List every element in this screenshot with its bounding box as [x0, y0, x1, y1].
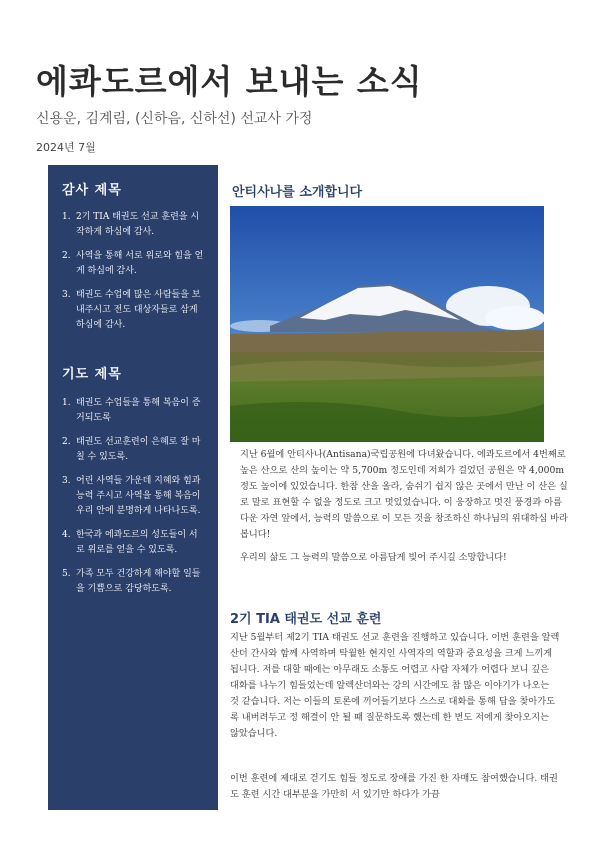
prayer-heading: 기도 제목 [62, 367, 122, 382]
tkd-training-title: 2기 TIA 태권도 선교 훈련 [230, 612, 382, 627]
tkd-training-paragraph-2: 이번 훈련에 제대로 걷기도 힘들 정도로 장애를 가진 한 자매도 참여했습니다. 태권도 훈련 시간 대부분을 가만히 서 있기만 하다가 가끔 [230, 773, 558, 800]
prayer-list [62, 396, 206, 597]
tkd-training-paragraph-1: 지난 5월부터 제2기 TIA 태권도 선교 훈련을 진행하고 있습니다. 이번 훈련을 알렉산더 간사와 함께 사역하며 탁월한 현지인 사역자의 역할과 중요성을 크게 느끼게 됩니다. 저를 대할 때에는 아무래도 소통도 어렵고 사람 자체가 어렵다 보니 깊은 대화를 나누기 힘들었는데 알렉산더와는 강의 시간에도 참 많은 이야기가 나오는 것 같습니다. 저는 이들의 토론에 끼어들기보다 스스로 대화를 통해 답을 찾아가도록 내버려두고 정 해결이 안 될 때 질문하도록 했는데 한 번도 저에게 찾아오지는 않았습니다. [230, 632, 560, 739]
prayer-item: 3. 어린 사역들 가운데 지혜와 힘과 능력 주시고 사역을 통해 복음이 우리 안에 분명하게 나타나도록. [62, 476, 201, 516]
prayer-item: 5. 가족 모두 건강하게 해야할 일들을 기쁨으로 감당하도록. [62, 569, 201, 594]
antisana-article-title: 안티사나를 소개합니다 [232, 185, 363, 200]
prayer-item: 1. 태권도 수업들을 통해 복음이 증거되도록 [62, 398, 201, 423]
thanks-item: 1. 2기 TIA 태권도 선교 훈련을 시작하게 하심에 감사. [62, 212, 200, 237]
newsletter-title: 에콰도르에서 보내는 소식 [36, 62, 423, 101]
newsletter-date: 2024년 7월 [36, 141, 96, 154]
antisana-paragraph-1: 지난 6월에 안티사나(Antisana)국립공원에 다녀왔습니다. 에콰도르에서 4번째로 높은 산으로 산의 높이는 약 5,700m 정도인데 저희가 걸었던 공원은 약 4,000m 정도 높이에 있었습니다. 한참 산을 올라, 숨쉬기 쉽지 않은 곳에서 만난 이 산은 실로 말로 표현할 수 없을 정도로 크고 멋있었습니다. 이 웅장하고 멋진 풍경과 아름다운 자연 앞에서, 능력의 말씀으로 이 모든 것을 창조하신 하나님의 위대하심 바라봅니다! [240, 449, 568, 540]
thanks-heading: 감사 제목 [62, 183, 122, 198]
snow-capped-mountain-photo [230, 206, 544, 442]
thanks-list [62, 210, 206, 333]
thanks-item: 2. 사역을 통해 서로 위로와 힘을 얻게 하심에 감사. [62, 251, 204, 276]
antisana-paragraph-2: 우리의 삶도 그 능력의 말씀으로 아름답게 빚어 주시길 소망합니다! [240, 552, 507, 563]
prayer-item: 4. 한국과 에콰도르의 성도들이 서로 위로를 얻을 수 있도록. [62, 530, 198, 555]
prayer-item: 2. 태권도 선교훈련이 은혜로 잘 마칠 수 있도록. [62, 437, 201, 462]
missionary-family-names: 신용운, 김계림, (신하음, 신하선) 선교사 가정 [36, 111, 313, 127]
prayer-sidebar [48, 165, 218, 810]
thanks-item: 3. 태권도 수업에 많은 사람들을 보내주시고 전도 대상자들로 삼게하심에 감사. [62, 290, 201, 330]
